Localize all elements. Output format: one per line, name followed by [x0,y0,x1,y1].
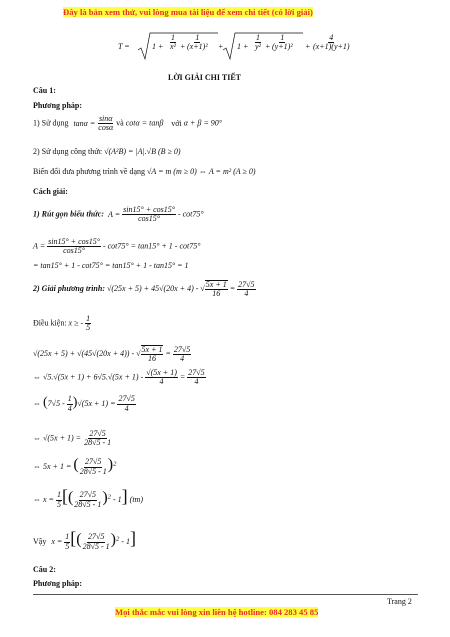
part-1-header: 1) Rút gọn biểu thức: A = $\frac{\sin 15^\circ + \cos 15^\circ}{\cos 15^\circ}$ - cot75° [33,205,204,224]
preview-banner: Đây là bản xem thử, vui lòng mua tài liệu để xem chi tiết (có lời giải) [63,7,313,17]
part-2-header: 2) Giải phương trình: √(25x + 5) + 45√(20x + 4) - √ $\frac{5x + 1}{16}$ = $\frac{27√5}{4}$ [33,279,255,299]
step-3-formula-1: √A = m (m ≥ 0) [147,167,197,176]
part-1-line-1: A = $\frac{\sin 15^\circ + \cos 15^\circ}{\cos 15^\circ}$ - cot75° = tan15° + 1 - cot75° [33,237,201,256]
page-number: Trang 2 [387,597,412,606]
solve-line-6: ⇔ x = $\frac{1}{5}$ [( $\frac{27√5}{28√5 - 1}$ )$^2$ - 1] (tm) [33,486,143,509]
solve-line-5: ⇔ 5x + 1 = ( $\frac{27√5}{28√5 - 1}$ )$^2$ [33,456,117,476]
solve-line-4: ⇔ √(5x + 1) = $\frac{27√5}{28√5 - 1}$ [33,429,112,448]
step-1-formula-3: α + β = 90° [183,118,222,128]
condition-label: Điều kiện: [33,318,67,328]
step-3-prefix: Biến đổi đưa phương trình về dạng [33,167,145,176]
method-step-3 [33,167,256,176]
part-2-label: 2) Giải phương trình: [33,284,105,294]
top-formula: T = 1 + $\frac{1}{\text{x²}}$ + $\frac{1}{\text{(x+1)²}}$ + 1 + $\frac{1}{\text{y²}}$ + $\frac{1}{\text{(y+1)²}}$ + $\frac{4}{(x+1)(y+1)}$ [118,30,348,64]
question-2-title: Câu 2: [33,565,56,574]
part-1-label: 1) Rút gọn biểu thức: [33,209,105,219]
step-2-prefix: 2) Sử dụng công thức [33,147,103,156]
solve-line-3: ⇔ (7√5 - $\frac{1}{4}$ )√(5x + 1) = $\frac{27√5}{4}$ [33,394,135,413]
step-3-mid: ⇔ [198,167,207,176]
solution-label: Cách giải: [33,187,68,196]
section-heading: LỜI GIẢI CHI TIẾT [168,73,241,82]
step-1-suffix: với [171,118,182,128]
footer-hotline: Mọi thắc mắc vui lòng xin liên hệ hotline: 084 283 45 85 [115,607,319,617]
solve-line-1: √(25x + 5) + √(45√(20x + 4)) - √ $\frac{5x + 1}{16}$ = $\frac{27√5}{4}$ [33,344,191,364]
solve-line-2: ⇔ √5.√(5x + 1) + 6√5.√(5x + 1) - $\frac{√(5x + 1)}{4}$ = $\frac{27√5}{4}$ [33,368,205,387]
step-3-formula-2: A = m² (A ≥ 0) [208,167,256,176]
method-step-2 [33,147,181,156]
footer-divider [33,594,418,595]
method-step-1: 1) Sử dụng tanα = $\frac{\sin\alpha}{\cos\alpha}$ và cotα = tanβ với α + β = 90° [33,114,222,133]
step-1-mid: và [116,118,124,128]
step-1-formula-2: cotα = tanβ [125,118,164,128]
final-answer: Vậy x = $\frac{1}{5}$ [( $\frac{27√5}{28√5 - 1}$ )$^2$ - 1] [33,528,136,551]
method-label: Phương pháp: [33,101,83,110]
final-label: Vậy [33,537,47,546]
condition: Điều kiện: x ≥ - $\frac{1}{5}$ [33,314,91,333]
question-2-method-label: Phương pháp: [33,579,83,588]
step-2-formula: √(A²B) = |A|.√B (B ≥ 0) [104,147,181,156]
step-1-prefix: 1) Sử dụng [33,118,69,128]
question-1-title: Câu 1: [33,86,56,95]
part-1-line-2: = tan15° + 1 - cot75° = tan15° + 1 - tan15° = 1 [33,261,189,270]
